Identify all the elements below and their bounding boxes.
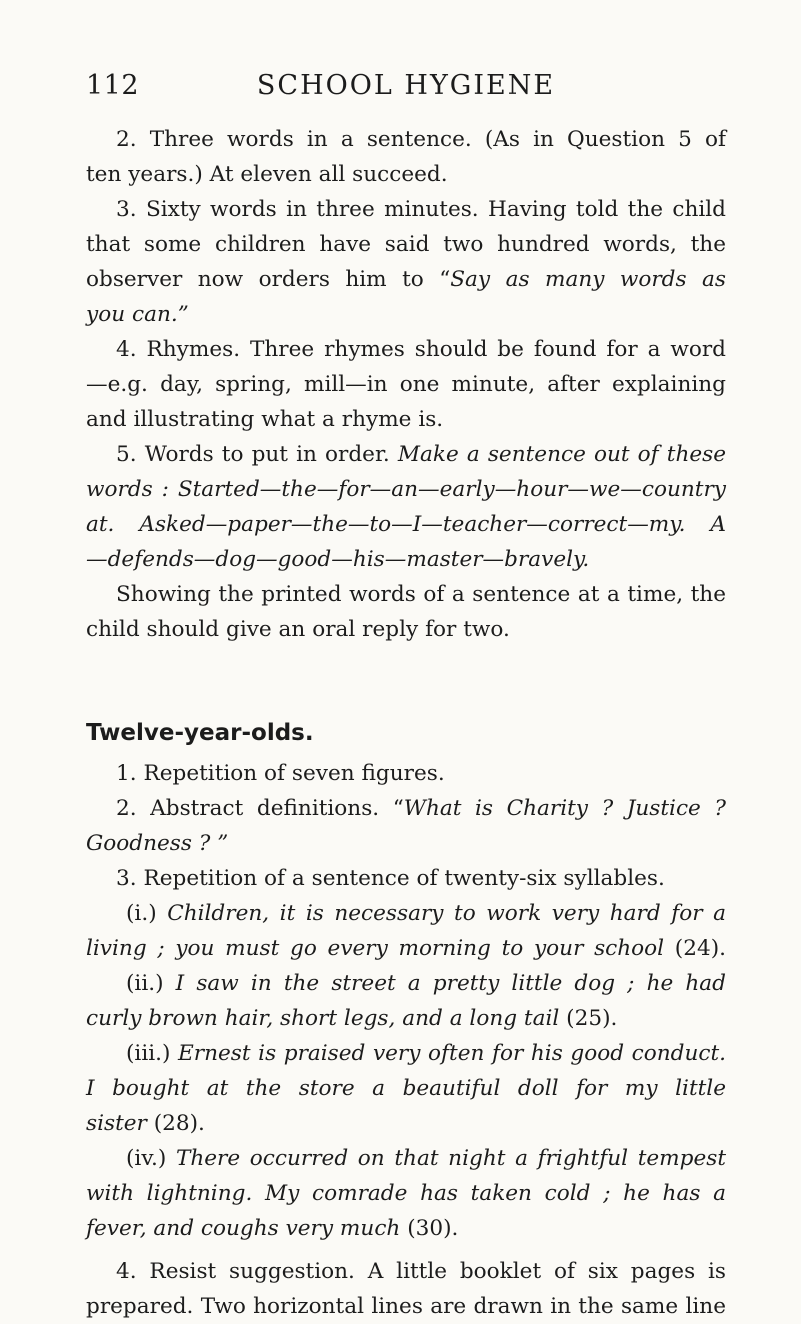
text-line: —e.g. day, spring, mill—in one minute, after explaining — [86, 372, 726, 397]
text-line — [86, 1001, 726, 1036]
text-line: 2. Three words in a sentence. (As in Question 5 of — [116, 127, 726, 152]
text-line: 1. Repetition of seven figures. — [116, 761, 445, 786]
text-line — [86, 1211, 726, 1246]
text-line — [86, 262, 726, 297]
italic-run: words : Started—the—for—an—early—hour—we—country — [86, 477, 726, 502]
text-line: ten years.) At eleven all succeed. — [86, 162, 448, 187]
italic-run: Goodness ? ” — [86, 831, 229, 856]
text-run: (ii.) — [126, 971, 176, 996]
running-title: SCHOOL HYGIENE — [256, 70, 556, 101]
italic-run: Children, it is necessary to work very hard for a — [167, 901, 727, 926]
text-line: 4. Resist suggestion. A little booklet of six pages is — [116, 1259, 726, 1284]
italic-run: What is Charity ? Justice ? — [403, 796, 726, 821]
italic-run: curly brown hair, short legs, and a long tail — [86, 1006, 560, 1031]
text-line — [86, 1106, 726, 1141]
text-line: Showing the printed words of a sentence at a time, the — [116, 582, 726, 607]
text-line: and illustrating what a rhyme is. — [86, 407, 444, 432]
italic-run: I bought at the store a beautiful doll for my little — [86, 1076, 726, 1101]
italic-run: —defends—dog—good—his—master—bravely. — [86, 547, 590, 572]
italic-run: sister — [86, 1111, 147, 1136]
page-number: 112 — [86, 70, 140, 101]
text-line — [86, 437, 726, 472]
italic-run: Make a sentence out of these — [397, 442, 726, 467]
text-line — [86, 826, 726, 861]
italic-run: fever, and coughs very much — [86, 1216, 401, 1241]
italic-run: with lightning. My comrade has taken cold ; he has a — [86, 1181, 726, 1206]
text-line — [86, 297, 726, 332]
page-header — [86, 70, 726, 110]
text-run: observer now orders him to “ — [86, 267, 451, 292]
text-line — [86, 931, 726, 966]
text-run: (30). — [400, 1216, 459, 1241]
text-run: (24). — [664, 936, 726, 961]
text-line: 3. Sixty words in three minutes. Having told the child — [116, 197, 726, 222]
text-line: child should give an oral reply for two. — [86, 617, 510, 642]
text-line — [86, 1176, 726, 1211]
text-line: that some children have said two hundred words, the — [86, 232, 726, 257]
text-line — [86, 507, 726, 542]
text-line — [86, 1071, 726, 1106]
text-line: 4. Rhymes. Three rhymes should be found for a word — [116, 337, 726, 362]
text-run: 2. Abstract definitions. “ — [116, 796, 404, 821]
italic-run: I saw in the street a pretty little dog ; he had — [175, 971, 727, 996]
page-body — [86, 122, 726, 1324]
text-line: 3. Repetition of a sentence of twenty-six syllables. — [116, 866, 665, 891]
text-run: (i.) — [126, 901, 168, 926]
text-line — [86, 966, 726, 1001]
italic-run: There occurred on that night a frightful tempest — [175, 1146, 727, 1171]
italic-run: living ; you must go every morning to your school — [86, 936, 665, 961]
text-run: (iii.) — [126, 1041, 179, 1066]
text-run: (28). — [146, 1111, 205, 1136]
text-line — [86, 791, 726, 826]
text-run: 5. Words to put in order. — [116, 442, 398, 467]
italic-run: at. Asked—paper—the—to—I—teacher—correct—my. A — [86, 512, 726, 537]
text-line — [86, 896, 726, 931]
italic-run: Say as many words as — [450, 267, 726, 292]
text-line — [86, 1036, 726, 1071]
text-run: (iv.) — [126, 1146, 176, 1171]
text-line — [86, 472, 726, 507]
text-run: (25). — [559, 1006, 618, 1031]
italic-run: Ernest is praised very often for his good conduct. — [178, 1041, 726, 1066]
text-line — [86, 1141, 726, 1176]
text-line — [86, 542, 726, 577]
italic-run: you can.” — [86, 302, 189, 327]
section-heading: Twelve-year-olds. — [86, 720, 314, 746]
text-line: prepared. Two horizontal lines are drawn in the same line — [86, 1294, 726, 1319]
